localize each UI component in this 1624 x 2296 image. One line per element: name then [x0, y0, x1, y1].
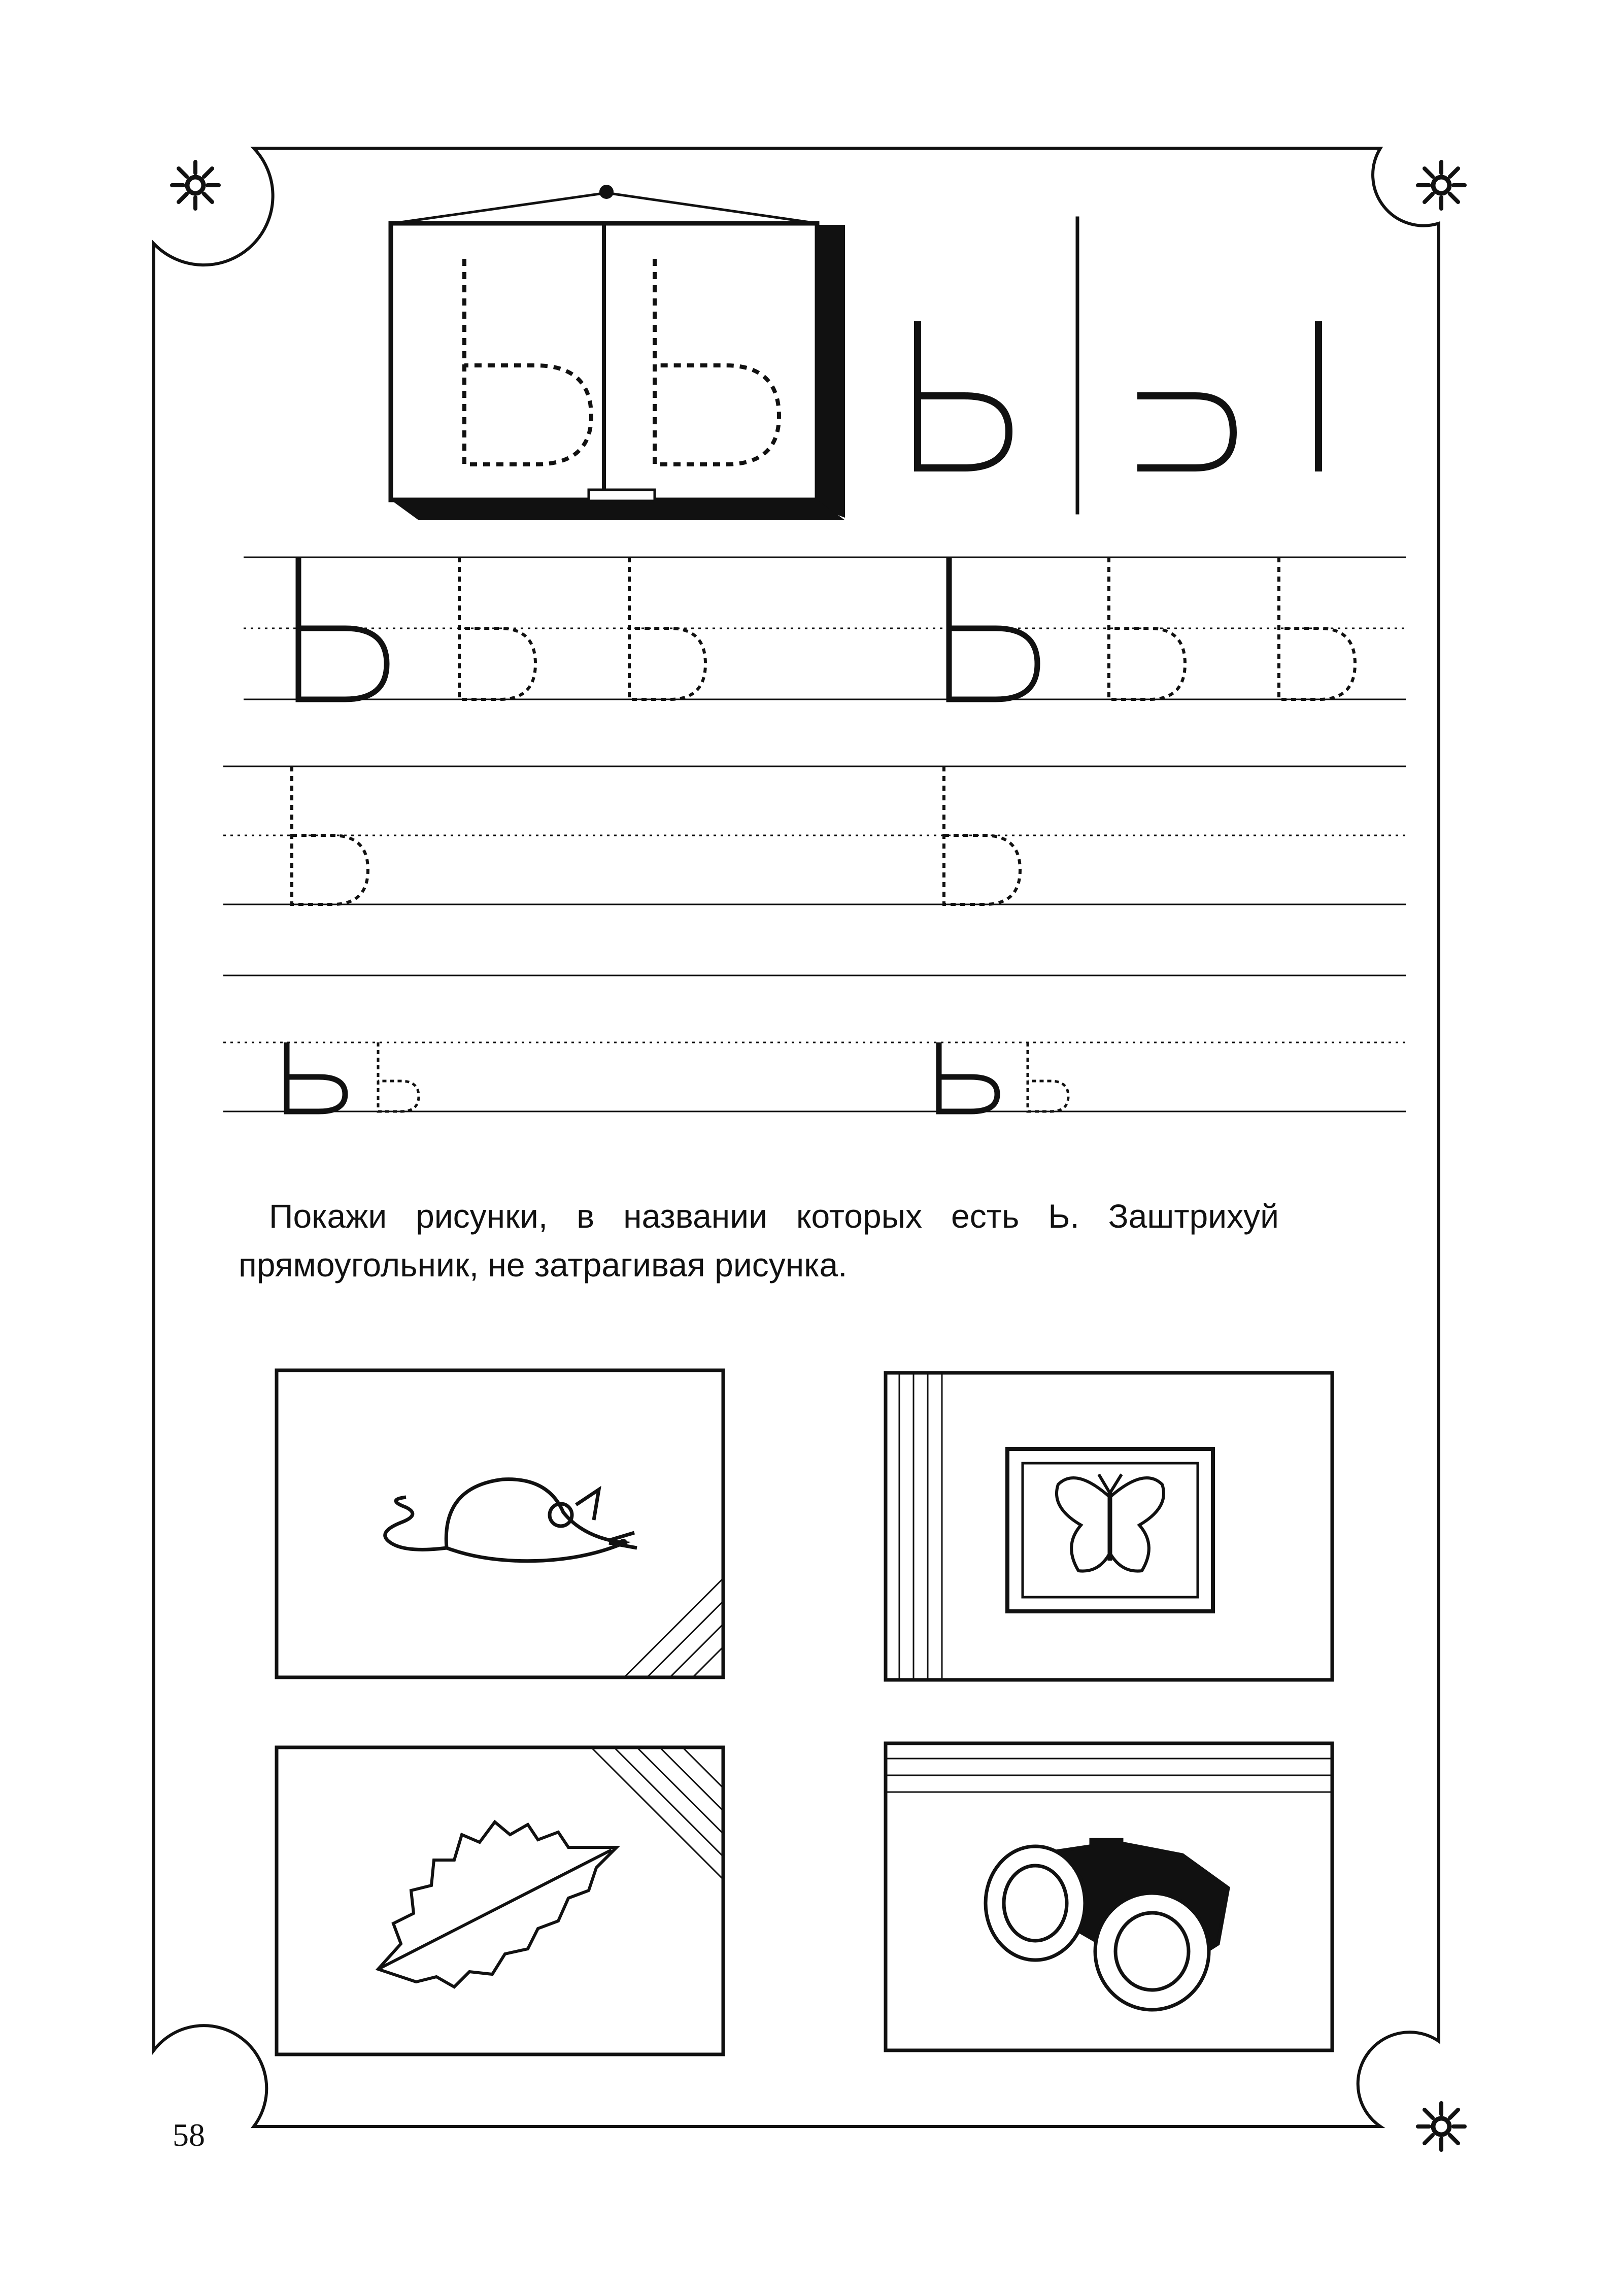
instruction-line-2: прямоугольник, не затрагивая рисунка. [239, 1246, 848, 1284]
chalkboard [391, 185, 845, 520]
binoculars-icon [986, 1840, 1228, 2010]
page-frame [154, 148, 1439, 2126]
letter-row-3 [287, 1042, 1068, 1111]
instruction-text [239, 1192, 1279, 1289]
butterfly-icon [1057, 1474, 1164, 1571]
picture-card-binoculars[interactable] [886, 1743, 1332, 2050]
instruction-line-1: Покажи рисунки, в названии которых есть Ь. Заштрихуй [269, 1197, 1279, 1235]
letter-forms [918, 218, 1318, 513]
picture-card-mouse[interactable] [277, 1370, 723, 1677]
picture-card-leaf[interactable] [277, 1747, 723, 2054]
page-number: 58 [173, 2117, 205, 2153]
writing-lines [223, 557, 1406, 1111]
leaf-icon [378, 1822, 617, 1987]
mouse-icon [385, 1479, 637, 1561]
picture-card-butterfly[interactable] [886, 1373, 1332, 1680]
corner-ornament-icon [1418, 162, 1465, 209]
corner-ornament-icon [172, 162, 219, 209]
corner-ornament-icon [1418, 2103, 1465, 2150]
